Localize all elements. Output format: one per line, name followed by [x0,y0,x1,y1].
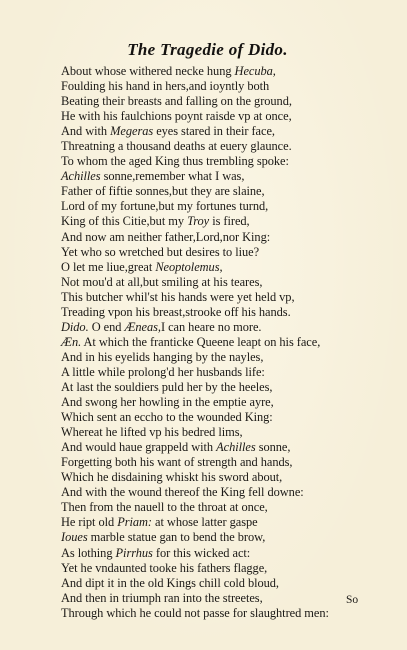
verse-line [61,500,401,515]
verse-line [61,305,401,320]
verse-line [61,485,401,500]
verse-line [61,214,401,229]
verse-text: King of this Citie,but my [61,214,188,229]
verse-line [61,561,401,576]
verse-line [61,576,401,591]
verse-line [61,184,401,199]
verse-text: He ript old [61,515,118,530]
verse-text: Which sent an eccho to the wounded King: [61,410,273,425]
verse-text: Then from the nauell to the throat at once, [61,500,268,515]
verse-text: As lothing [61,545,116,560]
verse-line [61,546,401,561]
verse-text: sonne,remember what I was, [100,169,245,184]
verse-line [61,365,401,380]
italic-name-text: Pirrhus [115,545,153,560]
verse-line [61,94,401,109]
italic-name-text: Priam: [117,515,152,530]
verse-text: at whose latter gaspe [152,515,258,530]
verse-line [61,230,401,245]
verse-line [61,199,401,214]
verse-line [61,455,401,470]
verse-line [61,245,401,260]
verse-line [61,395,401,410]
italic-name-text: Ioues [61,530,88,545]
verse-line [61,380,401,395]
verse-text: Which he disdaining whiskt his sword about, [61,470,283,485]
verse-text: And now am neither father,Lord,nor King: [61,229,271,244]
verse-line [61,124,401,139]
verse-text: He with his faulchions poynt raisde vp at once, [61,109,292,124]
verse-line [61,425,401,440]
verse-text: Not mou'd at all,but smiling at his teares, [61,274,263,289]
verse-line [61,440,401,455]
verse-line [61,410,401,425]
verse-line [61,275,401,290]
verse-text: And with the wound thereof the King fell downe: [61,485,304,500]
verse-line [61,169,401,184]
italic-name-text: Achilles [61,169,101,184]
verse-text: Threatning a thousand deaths at euery glaunce. [61,139,292,154]
verse-text: At which the franticke Queene leapt on his face, [81,334,321,349]
running-head: The Tragedie of Dido. [127,40,288,59]
italic-name-text: Troy [187,214,210,229]
verse-text: is fired, [209,214,250,229]
italic-name-text: Æn. [61,334,82,349]
italic-name-text: Dido. [61,319,89,334]
verse-text: And then in triumph ran into the streetes, [61,590,263,605]
verse-text: Beating their breasts and falling on the ground, [61,94,292,109]
verse-text: for this wicked act: [152,545,251,560]
verse-line [61,350,401,365]
verse-line [61,64,401,79]
verse-line [61,79,401,94]
italic-name-text: Æneas, [124,319,161,334]
catchword: So [346,594,359,606]
verse-text: This butcher whil'st his hands were yet held vp, [61,289,295,304]
verse-line [61,515,401,530]
verse-text: Yet he vndaunted tooke his fathers flagge, [61,560,268,575]
verse-text: And swong her howling in the emptie ayre, [61,395,274,410]
verse-line [61,606,401,621]
verse-line [61,139,401,154]
verse-text: And with [61,124,111,139]
verse-text: A little while prolong'd her husbands life: [61,364,265,379]
verse-text: And would haue grappeld with [61,440,217,455]
verse-line [61,260,401,275]
verse-line [61,530,401,545]
verse-text: O let me liue,great [61,259,156,274]
verse-line [61,290,401,305]
verse-text: Treading vpon his breast,strooke off his hands. [61,304,291,319]
verse-text-block [61,64,401,621]
verse-text: Lord of my fortune,but my fortunes turnd, [61,199,269,214]
verse-text: Foulding his hand in hers,and ioyntly both [61,79,270,94]
verse-text: I can heare no more. [160,319,262,334]
verse-text: At last the souldiers puld her by the heeles, [61,379,273,394]
verse-text: O end [88,319,125,334]
verse-text: marble statue gan to bend the brow, [87,530,266,545]
verse-text: eyes stared in their face, [153,124,275,139]
verse-text: Through which he could not passe for slaughtred men: [61,605,329,620]
verse-text: Father of fiftie sonnes,but they are slaine, [61,184,265,199]
verse-text: And dipt it in the old Kings chill cold bloud, [61,575,279,590]
verse-text: sonne, [255,440,291,455]
italic-name-text: Hecuba, [234,64,276,78]
italic-name-text: Neoptolemus, [155,259,223,274]
verse-line [61,470,401,485]
verse-text: Forgetting both his want of strength and hands, [61,455,293,470]
verse-text: Yet who so wretched but desires to liue? [61,244,260,259]
italic-name-text: Achilles [216,440,256,455]
verse-text: To whom the aged King thus trembling spoke: [61,154,289,169]
verse-line [61,335,401,350]
verse-text: And in his eyelids hanging by the nayles, [61,349,264,364]
verse-text: Whereat he lifted vp his bedred lims, [61,425,243,440]
italic-name-text: Megeras [110,124,154,139]
verse-line [61,154,401,169]
verse-line [61,320,401,335]
verse-line [61,109,401,124]
verse-text: About whose withered necke hung [61,64,235,78]
